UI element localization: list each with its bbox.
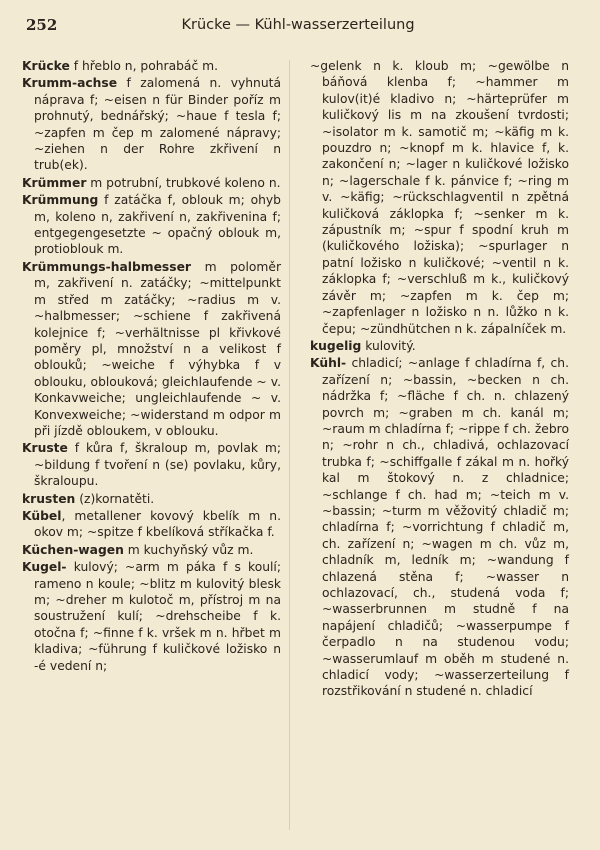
- entry-definition: kulový; ~arm m páka f s koulí; rameno n koule; ~blitz m kulovitý blesk m; ~dreher m kulotoč m, přístroj m na soustružení kulí; ~drehscheibe f k. otočna f; ~finne f k. vršek m n. hřbet m kladiva; ~führung f kuličkové ložisko n -é vedení n;: [34, 560, 281, 673]
- dictionary-entry: [310, 355, 569, 700]
- entry-headword: Krümmer: [22, 175, 87, 190]
- entry-headword: Krumm-achse: [22, 76, 118, 91]
- entry-headword: krusten: [22, 491, 76, 506]
- entry-headword: kugelig: [310, 338, 362, 353]
- dictionary-entry: [22, 175, 281, 191]
- dictionary-entry: [22, 491, 281, 507]
- column-gutter: [289, 60, 290, 830]
- right-column: [310, 58, 569, 701]
- entry-headword: Kühl-: [310, 356, 347, 371]
- entry-headword: Kruste: [22, 441, 68, 456]
- entry-definition: m poloměr m, zakřivení n. zatáčky; ~mittelpunkt m střed m zatáčky; ~radius m v. ~halbmesser; ~schiene f zakřivená kolejnice f; ~verhältnisse pl křivkové poměry pl, množství n a velikost f oblouků; ~weiche f výhybka f v oblouku, oblouková; gleichlaufende ~ v. Konkavweiche; ungleichlaufende ~ v. Konvexweiche; ~widerstand m odpor m při jízdě obloukem, v oblouku.: [34, 259, 281, 438]
- entry-headword: Krücke: [22, 59, 70, 73]
- entry-headword: Krümmungs-halbmesser: [22, 259, 191, 274]
- dictionary-entry: [22, 58, 281, 74]
- running-title: Krücke — Kühl-wasserzerteilung: [181, 17, 415, 33]
- entry-definition: , metallener kovový kbelík m n. okov m; ~spitze f kbelíková stříkačka f.: [34, 508, 281, 540]
- entry-headword: Küchen-wagen: [22, 542, 124, 557]
- dictionary-entry: [22, 559, 281, 674]
- entry-definition: kulovitý.: [361, 338, 416, 353]
- entry-definition: chladicí; ~anlage f chladírna f, ch. zařízení n; ~bassin, ~becken n ch. nádržka f; ~fläche f ch. n. chlazený povrch m; ~graben m ch. kanál m; ~raum m chladírna f; ~rippe f ch. žebro n; ~rohr n ch., chladivá, ochlazovací trubka f; ~schiffgalle f zákal m n. hořký kal m štokový n. z chladnice; ~schlange f ch. had m; ~teich m v. ~bassin; ~turm m věžovitý chladič m; chladírna f; ~vorrichtung f chladič m, ch. zařízení n; ~wagen m ch. vůz m, chladník m, ledník m; ~wandung f chlazená stěna f; ~wasser n ochlazovací, ch., studená voda f; ~wasserbrunnen m studně f na napájení chladičů; ~wasserpumpe f čerpadlo n na studenou vodu; ~wasserumlauf m oběh m studené n. chladicí vody; ~wasserzerteilung f rozstřikování n studené n. chladicí: [322, 356, 569, 699]
- entry-definition: f hřeblo n, pohrabáč m.: [69, 59, 218, 73]
- entry-definition: m kuchyňský vůz m.: [123, 542, 254, 557]
- dictionary-entry: [22, 542, 281, 558]
- entry-definition: (z)kornatěti.: [75, 491, 155, 506]
- entry-definition: f zalomená n. vyhnutá náprava f; ~eisen n für Binder poříz m prohnutý, bednářský; ~haue f tesla f; ~zapfen m čep m zalomené nápravy; ~ziehen n der Rohre zkřivení n trub(ek).: [34, 76, 281, 173]
- entry-definition: f zatáčka f, oblouk m; ohyb m, koleno n, zakřivení n, zakřivenina f; entgegengesetzte ~ opačný oblouk m, protioblouk m.: [34, 193, 281, 257]
- entry-definition: ~gelenk n k. kloub m; ~gewölbe n báňová klenba f; ~hammer m kulov(it)é kladivo n; ~härteprüfer m kuličkový lis m na zkoušení tvrdosti; ~isolator m k. samotič m; ~käfig m k. pouzdro n; ~knopf m k. hlavice f, k. zakončení n; ~lager n kuličkové ložisko n; ~lagerschale f k. pánvice f; ~ring m v. ~käfig; ~rückschlagventil n zpětná kuličková záklopka f; ~senker m k. zápustník m; ~spur f spodní kruh m (kuličkového ložiska); ~spurlager n patní ložisko n kuličkové; ~ventil n k. záklopka f; ~verschluß m k., kuličkový závěr m; ~zapfen m k. čep m; ~zapfenlager n ložisko n n. lůžko n k. čepu; ~zündhütchen n k. zápalníček m.: [310, 59, 569, 336]
- dictionary-entry: [22, 440, 281, 489]
- dictionary-entry: [22, 192, 281, 258]
- dictionary-entry: [22, 259, 281, 439]
- dictionary-entry: [22, 75, 281, 173]
- dictionary-entry: [310, 338, 569, 354]
- left-column: [22, 58, 281, 675]
- dictionary-entry: [22, 508, 281, 541]
- entry-definition: m potrubní, trubkové koleno n.: [86, 175, 281, 190]
- entry-headword: Krümmung: [22, 193, 99, 208]
- entry-headword: Kugel-: [22, 560, 67, 575]
- entry-definition: f kůra f, škraloup m, povlak m; ~bildung f tvoření n (se) povlaku, kůry, škraloupu.: [34, 441, 281, 489]
- page-number: 252: [26, 16, 58, 34]
- entry-headword: Kübel: [22, 508, 62, 523]
- dictionary-entry: [310, 58, 569, 337]
- page-header: [26, 14, 570, 40]
